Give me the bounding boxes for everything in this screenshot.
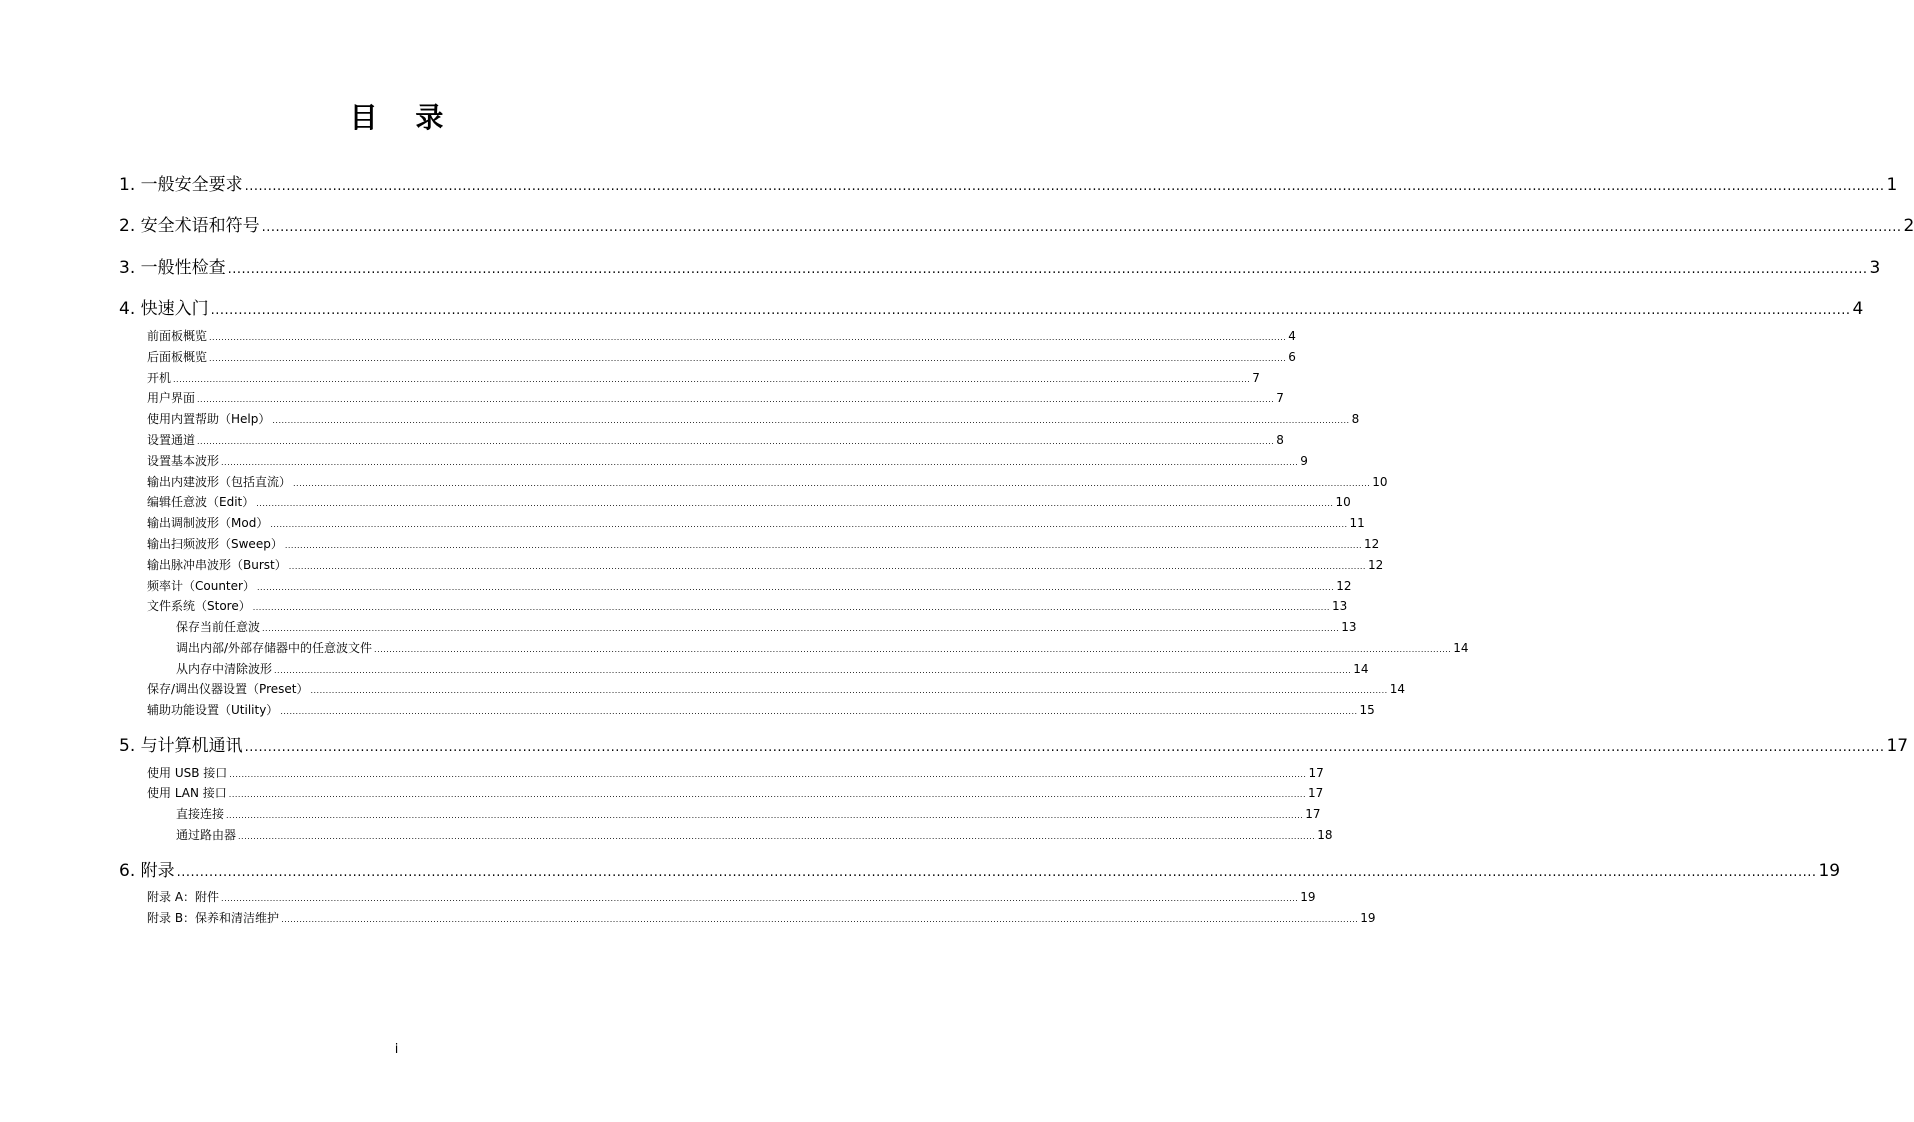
- dot-leader: ..................................................................................................................................................................................................................................................................................................................................................................: [374, 645, 1452, 654]
- toc-entry-label: 1. 一般安全要求: [119, 175, 243, 195]
- toc-entry-appendix-a[interactable]: [147, 888, 1316, 905]
- dot-leader: ..................................................................................................................................................................................................................................................................................................................................................................: [293, 479, 1371, 488]
- toc-entry-user-interface[interactable]: [147, 389, 1284, 406]
- dot-leader: ..................................................................................................................................................................................................................................................................................................................................................................: [244, 740, 1885, 755]
- dot-leader: ..................................................................................................................................................................................................................................................................................................................................................................: [288, 562, 1366, 571]
- toc-entry-page: 7: [1276, 391, 1284, 405]
- toc-entry-label: 后面板概览: [147, 350, 208, 364]
- toc-entry-label: 使用 USB 接口: [147, 766, 228, 780]
- dot-leader: ..................................................................................................................................................................................................................................................................................................................................................................: [176, 865, 1817, 880]
- toc-entry-label: 用户界面: [147, 391, 196, 405]
- dot-leader: ..................................................................................................................................................................................................................................................................................................................................................................: [272, 416, 1350, 425]
- dot-leader: ..................................................................................................................................................................................................................................................................................................................................................................: [221, 894, 1299, 903]
- toc-entry-page: 14: [1453, 641, 1469, 655]
- toc-entry-page: 19: [1360, 911, 1376, 925]
- toc-entry-usb[interactable]: [147, 764, 1324, 781]
- toc-entry-label: 设置通道: [147, 433, 196, 447]
- dot-leader: ..................................................................................................................................................................................................................................................................................................................................................................: [281, 915, 1359, 924]
- toc-entry-page: 6: [1288, 350, 1296, 364]
- toc-entry-label: 4. 快速入门: [119, 299, 209, 319]
- dot-leader: ..................................................................................................................................................................................................................................................................................................................................................................: [310, 686, 1388, 695]
- toc-entry-page: 12: [1364, 537, 1380, 551]
- toc-entry-label: 保存/调出仪器设置（Preset）: [147, 682, 309, 696]
- toc-entry-page: 14: [1389, 682, 1405, 696]
- toc-entry-via-router[interactable]: [176, 826, 1333, 843]
- toc-entry-lan[interactable]: [147, 784, 1324, 801]
- toc-entry-builtin-waveform[interactable]: [147, 473, 1388, 490]
- toc-entry-save-arb[interactable]: [176, 618, 1357, 635]
- dot-leader: ..................................................................................................................................................................................................................................................................................................................................................................: [209, 333, 1287, 342]
- toc-entry-sweep[interactable]: [147, 535, 1380, 552]
- toc-entry-label: 开机: [147, 371, 172, 385]
- dot-leader: ..................................................................................................................................................................................................................................................................................................................................................................: [228, 790, 1306, 799]
- toc-entry-appendix-b[interactable]: [147, 909, 1376, 926]
- dot-leader: ..................................................................................................................................................................................................................................................................................................................................................................: [262, 624, 1340, 633]
- toc-entry-label: 文件系统（Store）: [147, 599, 251, 613]
- toc-entry-basic-waveform[interactable]: [147, 452, 1308, 469]
- toc-entry-page: 19: [1300, 890, 1316, 904]
- toc-entry-label: 输出扫频波形（Sweep）: [147, 537, 283, 551]
- dot-leader: ..................................................................................................................................................................................................................................................................................................................................................................: [227, 262, 1868, 277]
- toc-entry-help[interactable]: [147, 410, 1360, 427]
- dot-leader: ..................................................................................................................................................................................................................................................................................................................................................................: [197, 437, 1275, 446]
- toc-entry-label: 5. 与计算机通讯: [119, 736, 243, 756]
- toc-entry-page: 8: [1351, 412, 1360, 426]
- toc-entry-rear-panel[interactable]: [147, 348, 1296, 365]
- dot-leader: ..................................................................................................................................................................................................................................................................................................................................................................: [238, 832, 1316, 841]
- toc-entry-burst[interactable]: [147, 556, 1384, 573]
- toc-entry-general-safety[interactable]: [119, 170, 1898, 195]
- toc-entry-appendix[interactable]: [119, 856, 1841, 881]
- dot-leader: ..................................................................................................................................................................................................................................................................................................................................................................: [197, 395, 1275, 404]
- toc-entry-power-on[interactable]: [147, 369, 1260, 386]
- toc-entry-label: 附录 A：附件: [147, 890, 220, 904]
- toc-entry-page: 13: [1341, 620, 1357, 634]
- dot-leader: ..................................................................................................................................................................................................................................................................................................................................................................: [261, 220, 1902, 235]
- toc-entry-page: 17: [1305, 807, 1321, 821]
- toc-entry-label: 前面板概览: [147, 329, 208, 343]
- toc-entry-store[interactable]: [147, 597, 1348, 614]
- toc-entry-front-panel[interactable]: [147, 327, 1296, 344]
- toc-entry-edit-arb[interactable]: [147, 493, 1351, 510]
- toc-entry-pc-communication[interactable]: [119, 731, 1909, 756]
- toc-entry-label: 输出调制波形（Mod）: [147, 516, 269, 530]
- toc-entry-clear-waveform[interactable]: [176, 660, 1369, 677]
- toc-entry-page: 8: [1276, 433, 1284, 447]
- toc-entry-general-inspection[interactable]: [119, 253, 1881, 278]
- toc-entry-label: 从内存中清除波形: [176, 662, 273, 676]
- page-footer-number: i: [394, 1042, 399, 1057]
- toc-entry-label: 输出脉冲串波形（Burst）: [147, 558, 287, 572]
- toc-entry-safety-terms[interactable]: [119, 211, 1914, 236]
- toc-entry-label: 保存当前任意波: [176, 620, 261, 634]
- toc-entry-page: 9: [1300, 454, 1308, 468]
- dot-leader: ..................................................................................................................................................................................................................................................................................................................................................................: [226, 811, 1304, 820]
- toc-entry-page: 17: [1886, 736, 1909, 756]
- toc-entry-label: 使用内置帮助（Help）: [147, 412, 271, 426]
- dot-leader: ..................................................................................................................................................................................................................................................................................................................................................................: [274, 666, 1352, 675]
- toc-entry-page: 19: [1818, 861, 1841, 881]
- toc-entry-page: 4: [1288, 329, 1296, 343]
- toc-entry-page: 10: [1335, 495, 1351, 509]
- toc-entry-page: 7: [1252, 371, 1260, 385]
- toc-entry-label: 附录 B：保养和清洁维护: [147, 911, 280, 925]
- toc-entry-label: 使用 LAN 接口: [147, 786, 227, 800]
- toc-entry-page: 12: [1367, 558, 1384, 572]
- toc-entry-counter[interactable]: [147, 577, 1352, 594]
- toc-entry-recall-arb[interactable]: [176, 639, 1469, 656]
- toc-entry-label: 设置基本波形: [147, 454, 220, 468]
- dot-leader: ..................................................................................................................................................................................................................................................................................................................................................................: [209, 354, 1287, 363]
- toc-entry-page: 4: [1852, 299, 1864, 319]
- toc-entry-page: 13: [1331, 599, 1348, 613]
- toc-entry-direct-connect[interactable]: [176, 805, 1321, 822]
- toc-entry-utility[interactable]: [147, 701, 1375, 718]
- toc-entry-page: 12: [1336, 579, 1352, 593]
- toc-entry-label: 调出内部/外部存储器中的任意波文件: [176, 641, 373, 655]
- page-title: 目 录: [349, 101, 458, 134]
- toc-entry-channel[interactable]: [147, 431, 1284, 448]
- toc-entry-page: 18: [1317, 828, 1333, 842]
- toc-entry-label: 辅助功能设置（Utility）: [147, 703, 279, 717]
- toc-entry-page: 2: [1903, 216, 1914, 236]
- toc-entry-page: 14: [1353, 662, 1369, 676]
- toc-entry-label: 6. 附录: [119, 861, 175, 881]
- toc-entry-page: 17: [1308, 786, 1324, 800]
- toc-entry-page: 1: [1886, 175, 1898, 195]
- toc-entry-page: 3: [1869, 258, 1881, 278]
- toc-entry-label: 频率计（Counter）: [147, 579, 255, 593]
- dot-leader: ..................................................................................................................................................................................................................................................................................................................................................................: [270, 520, 1348, 529]
- toc-entry-label: 输出内建波形（包括直流）: [147, 475, 292, 489]
- toc-entry-page: 17: [1308, 766, 1324, 780]
- dot-leader: ..................................................................................................................................................................................................................................................................................................................................................................: [256, 583, 1335, 592]
- toc-entry-label: 通过路由器: [176, 828, 237, 842]
- toc-entry-preset[interactable]: [147, 680, 1405, 697]
- toc-entry-mod[interactable]: [147, 514, 1365, 531]
- dot-leader: ..................................................................................................................................................................................................................................................................................................................................................................: [173, 375, 1251, 384]
- toc-entry-label: 3. 一般性检查: [119, 258, 226, 278]
- dot-leader: ..................................................................................................................................................................................................................................................................................................................................................................: [256, 499, 1334, 508]
- toc-entry-label: 编辑任意波（Edit）: [147, 495, 255, 509]
- dot-leader: ..................................................................................................................................................................................................................................................................................................................................................................: [284, 541, 1363, 550]
- toc-entry-label: 直接连接: [176, 807, 225, 821]
- toc-entry-page: 15: [1359, 703, 1375, 717]
- dot-leader: ..................................................................................................................................................................................................................................................................................................................................................................: [244, 179, 1885, 194]
- dot-leader: ..................................................................................................................................................................................................................................................................................................................................................................: [229, 770, 1307, 779]
- dot-leader: ..................................................................................................................................................................................................................................................................................................................................................................: [280, 707, 1358, 716]
- toc-entry-page: 10: [1372, 475, 1388, 489]
- toc-entry-quick-start[interactable]: [119, 294, 1864, 319]
- toc-entry-label: 2. 安全术语和符号: [119, 216, 260, 236]
- toc-entry-page: 11: [1349, 516, 1365, 530]
- dot-leader: ..................................................................................................................................................................................................................................................................................................................................................................: [221, 458, 1299, 467]
- dot-leader: ..................................................................................................................................................................................................................................................................................................................................................................: [210, 303, 1851, 318]
- dot-leader: ..................................................................................................................................................................................................................................................................................................................................................................: [252, 603, 1330, 612]
